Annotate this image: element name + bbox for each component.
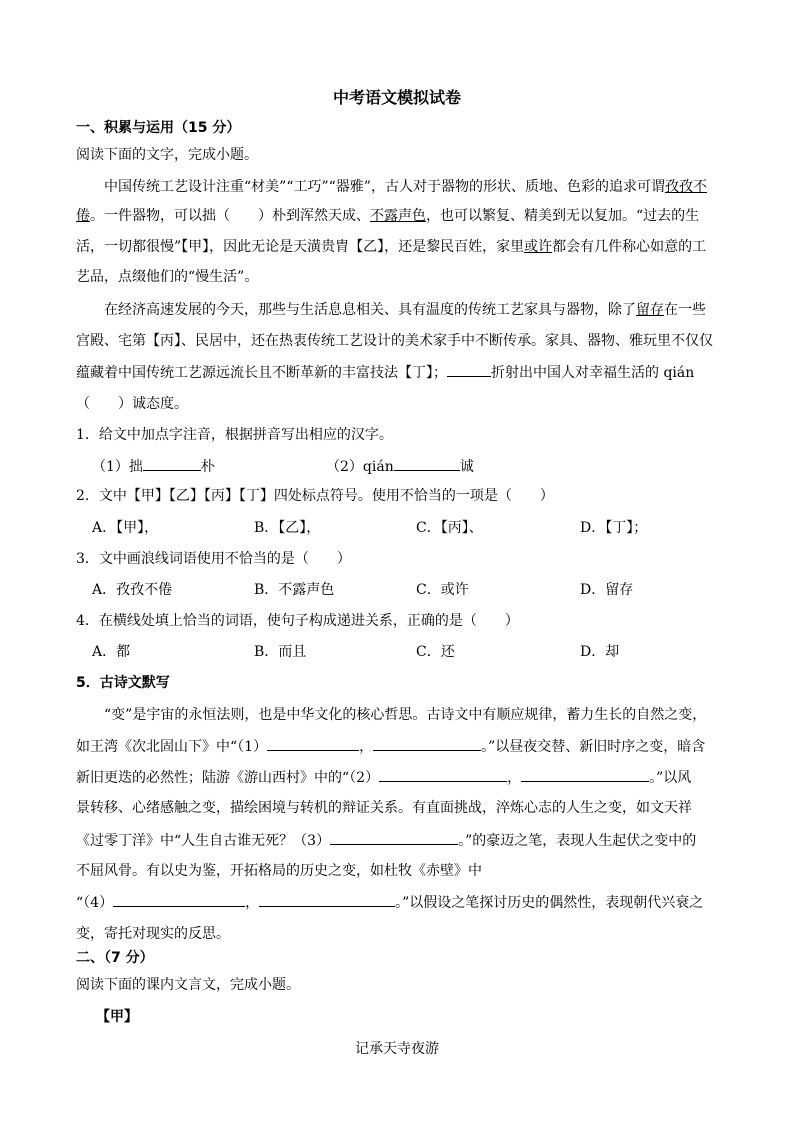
q5-line-7 bbox=[76, 892, 703, 913]
wavy-word: 或许 bbox=[524, 239, 553, 255]
answer-blank[interactable] bbox=[143, 456, 201, 471]
q5-line-3 bbox=[76, 767, 691, 788]
text: 。”的豪迈之笔，表现人生起伏之变中的 bbox=[458, 833, 697, 849]
q5-line-1: “变”是宇宙的永恒法则，也是中华文化的核心哲思。古诗文中有顺应规律，蓄力生长的自然之变， bbox=[104, 707, 707, 723]
question-3: 3．文中画浪线词语使用不恰当的是（ ） bbox=[76, 551, 351, 567]
question-2: 2．文中【甲】【乙】【丙】【丁】四处标点符号。使用不恰当的一项是（ ） bbox=[76, 488, 554, 504]
text: （2）qián bbox=[326, 459, 394, 475]
q5-line-4: 景转移、心绪感触之变，描绘困境与转机的辩证关系。有直面挑战，淬炼心志的人生之变，如文天祥 bbox=[76, 800, 692, 816]
text: 。”以昼夜交替、新旧时序之变，暗含 bbox=[481, 739, 706, 755]
section-2-label: 【甲】 bbox=[96, 1009, 138, 1025]
question-1: 1．给文中加点字注音，根据拼音写出相应的汉字。 bbox=[76, 427, 393, 443]
q5-line-6: 不屈风骨。有以史为鉴，开拓格局的历史之变，如杜牧《赤壁》中 bbox=[76, 863, 482, 879]
answer-blank[interactable] bbox=[373, 736, 481, 751]
text: 《过零丁洋》中“人生自古谁无死？（3） bbox=[76, 833, 331, 849]
passage-2-line-4: （ ）诚态度。 bbox=[76, 396, 188, 412]
q3-option-b[interactable]: B．不露声色 bbox=[254, 582, 335, 598]
answer-blank[interactable] bbox=[113, 892, 245, 907]
section-1-heading: 一、积累与运用（15 分） bbox=[76, 120, 241, 136]
answer-blank[interactable] bbox=[379, 767, 507, 782]
text: 在经济高速发展的今天，那些与生活息息相关、具有温度的传统工艺家具与器物，除了 bbox=[104, 302, 636, 318]
q4-option-d[interactable]: D．却 bbox=[580, 644, 620, 660]
passage-2-line-3 bbox=[76, 362, 694, 383]
text: 。”以假设之笔探讨历史的偶然性，表现朝代兴衰之 bbox=[395, 895, 704, 911]
q2-option-a[interactable]: A．【甲】， bbox=[92, 520, 159, 536]
q5-line-8: 变，寄托对现实的反思。 bbox=[76, 926, 230, 942]
q4-option-c[interactable]: C．还 bbox=[416, 644, 455, 660]
answer-blank[interactable] bbox=[330, 830, 458, 845]
answer-blank[interactable] bbox=[394, 456, 460, 471]
text: 蕴藏着中国传统工艺源远流长且不断革新的丰富技法【丁】； bbox=[76, 365, 447, 381]
text: 朴 bbox=[200, 459, 215, 475]
answer-blank[interactable] bbox=[259, 892, 395, 907]
passage-1-line-1 bbox=[104, 177, 707, 197]
text: 在一些 bbox=[664, 302, 706, 318]
q5-line-5 bbox=[76, 830, 696, 851]
wavy-word: 倦 bbox=[76, 208, 90, 224]
text: ， bbox=[359, 739, 374, 755]
text: 中国传统工艺设计注重“材美”“工巧”“器雅”，古人对于器物的形状、质地、色彩的追求可谓 bbox=[104, 179, 665, 195]
text: 。”以风 bbox=[649, 770, 692, 786]
text: 折射出中国人对幸福生活的 qián bbox=[491, 365, 695, 381]
q5-line-2 bbox=[76, 736, 705, 757]
passage-1-line-4: 艺品，点缀他们的“慢生活”。 bbox=[76, 269, 259, 285]
q3-option-d[interactable]: D．留存 bbox=[580, 582, 634, 598]
text: 新旧更迭的必然性；陆游《游山西村》中的“（2） bbox=[76, 770, 380, 786]
text: ，也可以繁复、精美到无以复加。“过去的生 bbox=[426, 208, 700, 224]
text: “（4） bbox=[76, 895, 114, 911]
section-2-heading: 二、（7 分） bbox=[76, 950, 154, 966]
passage-2-line-1 bbox=[104, 300, 706, 320]
wavy-word: 留存 bbox=[636, 302, 664, 318]
q1-blank-2 bbox=[326, 456, 474, 477]
text: 都会有几件称心如意的工 bbox=[552, 239, 707, 255]
q3-option-a[interactable]: A．孜孜不倦 bbox=[92, 582, 173, 598]
text: （1）拙 bbox=[92, 459, 143, 475]
passage-1-line-3 bbox=[76, 237, 706, 257]
passage-2-line-2: 宫殿、宅第【丙】、民居中，还在热衷传统工艺设计的美术家手中不断传承。家具、器物、雅玩里不仅仅 bbox=[76, 333, 713, 349]
q4-option-a[interactable]: A．都 bbox=[92, 644, 131, 660]
passage-1-line-2 bbox=[76, 206, 699, 226]
answer-blank[interactable] bbox=[267, 736, 359, 751]
text: ， bbox=[507, 770, 522, 786]
q2-option-b[interactable]: B．【乙】， bbox=[254, 520, 321, 536]
q4-option-b[interactable]: B．而且 bbox=[254, 644, 307, 660]
text: 活，一切都很慢”【甲】，因此无论是天潢贵胄【乙】，还是黎民百姓，家里 bbox=[76, 239, 525, 255]
answer-blank[interactable] bbox=[521, 767, 649, 782]
q3-option-c[interactable]: C．或许 bbox=[416, 582, 469, 598]
q2-option-c[interactable]: C．【丙】、 bbox=[416, 520, 483, 536]
text: 诚 bbox=[459, 459, 474, 475]
q1-blank-1 bbox=[92, 456, 215, 477]
question-4: 4．在横线处填上恰当的词语，使句子构成递进关系，正确的是（ ） bbox=[76, 613, 519, 629]
section-2-intro: 阅读下面的课内文言文，完成小题。 bbox=[76, 977, 300, 993]
text: ， bbox=[245, 895, 260, 911]
wavy-word: 孜孜不 bbox=[664, 179, 707, 195]
q2-option-d[interactable]: D．【丁】； bbox=[580, 520, 648, 536]
text: 。一件器物，可以拙（ ）朴到浑然天成、 bbox=[90, 208, 370, 224]
section-1-intro: 阅读下面的文字，完成小题。 bbox=[76, 147, 258, 163]
question-5: 5．古诗文默写 bbox=[76, 675, 170, 691]
text: 如王湾《次北固山下》中“（1） bbox=[76, 739, 268, 755]
wavy-word: 不露声色 bbox=[370, 208, 426, 224]
passage-title: 记承天寺夜游 bbox=[355, 1041, 439, 1057]
page-title: 中考语文模拟试卷 bbox=[332, 88, 461, 107]
answer-blank[interactable] bbox=[447, 362, 491, 377]
